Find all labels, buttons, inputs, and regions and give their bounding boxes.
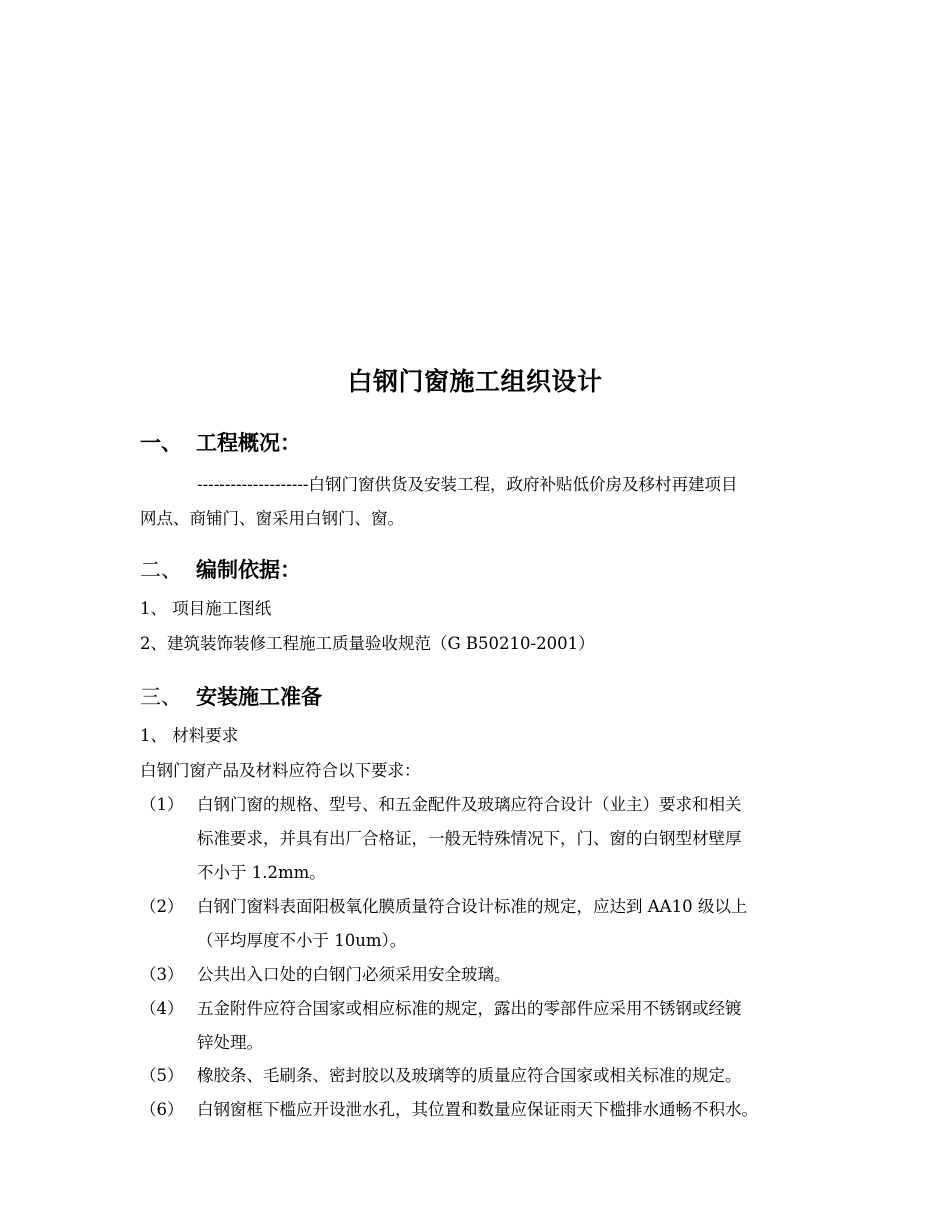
section-heading-2: [140, 555, 301, 585]
requirement-number-4: （4）: [140, 999, 184, 1018]
section-heading-3: [140, 682, 322, 712]
requirement-4-line-2: 锌处理。: [197, 1033, 263, 1052]
basis-item-2: 2、建筑装饰装修工程施工质量验收规范（G B50210-2001）: [140, 634, 595, 653]
requirements-intro: 白钢门窗产品及材料应符合以下要求：: [140, 761, 421, 780]
section-title-3: 安装施工准备: [196, 685, 322, 709]
requirement-number-6: （6）: [140, 1100, 184, 1119]
requirement-4-line-1: 五金附件应符合国家或相应标准的规定，露出的零部件应采用不锈钢或经镀: [197, 999, 742, 1018]
section-number-3: 三、: [140, 685, 182, 709]
requirement-1-line-1: 白钢门窗的规格、型号、和五金配件及玻璃应符合设计（业主）要求和相关: [197, 795, 742, 814]
section-number-2: 二、: [140, 558, 182, 582]
requirement-1-line-2: 标准要求，并具有出厂合格证，一般无特殊情况下，门、窗的白钢型材壁厚: [197, 829, 742, 848]
requirement-number-5: （5）: [140, 1066, 184, 1085]
section-heading-1: [140, 428, 301, 458]
section-title-2: 编制依据：: [196, 558, 301, 582]
requirement-2-line-1: 白钢门窗料表面阳极氧化膜质量符合设计标准的规定，应达到 AA10 级以上: [197, 897, 748, 916]
requirement-number-1: （1）: [140, 795, 184, 814]
requirement-5-line-1: 橡胶条、毛刷条、密封胶以及玻璃等的质量应符合国家或相关标准的规定。: [197, 1066, 742, 1085]
requirement-6-line-1: 白钢窗框下槛应开设泄水孔，其位置和数量应保证雨天下槛排水通畅不积水。: [197, 1100, 758, 1119]
requirement-2-line-2: （平均厚度不小于 10um）。: [197, 931, 407, 950]
requirement-1-line-3: 不小于 1.2mm。: [197, 863, 326, 882]
requirement-number-3: （3）: [140, 965, 184, 984]
requirement-number-2: （2）: [140, 897, 184, 916]
section-title-1: 工程概况：: [196, 431, 301, 455]
section-number-1: 一、: [140, 431, 182, 455]
section-1-paragraph-line-2: 网点、商铺门、窗采用白钢门、窗。: [140, 509, 404, 528]
requirement-3-line-1: 公共出入口处的白钢门必须采用安全玻璃。: [197, 965, 511, 984]
section-1-paragraph-line-1: --------------------白钢门窗供货及安装工程，政府补贴低价房及移村再建项目: [197, 475, 738, 494]
subsection-material-requirements: 1、 材料要求: [140, 726, 239, 745]
basis-item-1: 1、 项目施工图纸: [140, 599, 272, 618]
document-title: 白钢门窗施工组织设计: [347, 367, 603, 396]
